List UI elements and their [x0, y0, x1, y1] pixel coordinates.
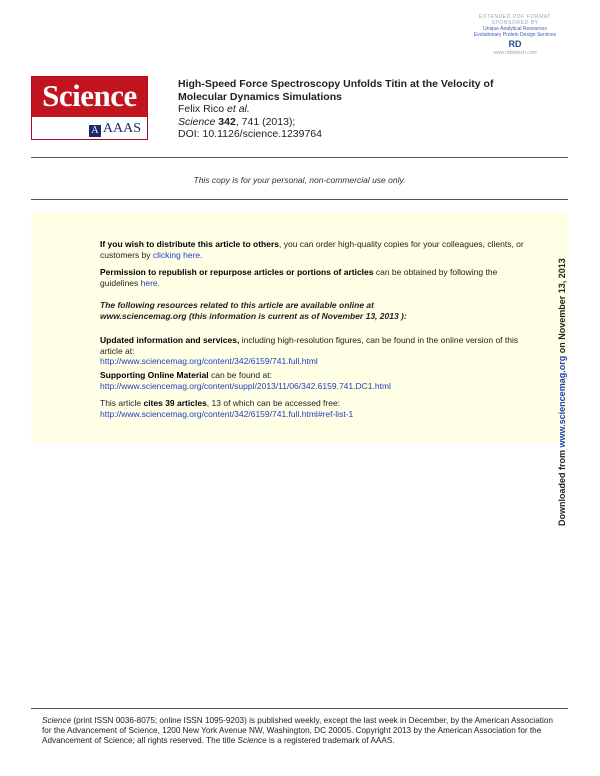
supporting-text: can be found at:: [208, 370, 272, 380]
info-box: [31, 212, 568, 442]
order-copies-link[interactable]: clicking here.: [152, 249, 203, 260]
permission-paragraph: [100, 267, 530, 288]
sponsor-line-4: Evolutionary Protein Design Services: [473, 32, 557, 38]
aaas-logo: [89, 121, 141, 137]
distribute-text: , you can order high-quality copies for your colleagues, clients, or customers by: [100, 239, 524, 260]
sponsor-block: [460, 14, 570, 56]
footer-divider: [31, 708, 568, 709]
updated-text: including high-resolution figures, can be found in the online version of this article at:: [100, 335, 519, 356]
article-authors: [178, 103, 578, 116]
sponsor-line-3: Unique Analytical Resources: [483, 26, 547, 32]
article-doi: DOI: 10.1126/science.1239764: [178, 128, 322, 140]
aaas-text: AAAS: [102, 121, 141, 136]
resources-line-2: www.sciencemag.org (this information is current as of November 13, 2013 ):: [100, 310, 407, 321]
article-header: [178, 78, 578, 141]
second-divider: [31, 199, 568, 200]
article-citation: [178, 116, 578, 129]
permission-heading: Permission to republish or repurpose articles or portions of articles: [100, 267, 374, 277]
footer-text-1: (print ISSN 0036-8075; online ISSN 1095-9203) is published weekly, except the last week in December, by the American Association for the Advancement of Science, 1200 New York Avenue NW, Washington, DC 20005. Copyright 2013 by the American Association for the Advancement of Science; all rights reserved. The title: [42, 716, 553, 745]
guidelines-link[interactable]: here.: [140, 277, 161, 288]
updated-paragraph: [100, 335, 530, 367]
sponsor-line-2: SPONSORED BY: [491, 20, 539, 26]
footer-journal: Science: [42, 716, 72, 725]
footer-notice: [42, 716, 562, 746]
sponsor-url[interactable]: www.rdbiotech.com: [493, 50, 537, 56]
download-stamp-link[interactable]: www.sciencemag.org: [557, 355, 567, 448]
download-stamp-pre: Downloaded from: [557, 447, 567, 526]
footer-journal-2: Science: [237, 736, 267, 745]
download-stamp-post: on November 13, 2013: [557, 258, 567, 356]
top-divider: [31, 157, 568, 158]
article-title-line-2: Molecular Dynamics Simulations: [178, 90, 342, 103]
cites-pre: This article: [100, 398, 144, 408]
science-logo: [31, 76, 148, 140]
download-stamp: [557, 258, 567, 526]
cites-paragraph: [100, 398, 530, 419]
cites-url-link[interactable]: http://www.sciencemag.org/content/342/6159/741.full.html#ref-list-1: [100, 408, 354, 419]
logo-wordmark: Science: [42, 78, 137, 113]
updated-heading: Updated information and services,: [100, 335, 240, 345]
cites-count: cites 39 articles: [143, 398, 207, 408]
aaas-mark-icon: A: [89, 125, 101, 137]
personal-use-notice: This copy is for your personal, non-commercial use only.: [193, 175, 406, 185]
supporting-heading: Supporting Online Material: [100, 370, 209, 380]
footer-text-2: is a registered trademark of AAAS.: [266, 736, 395, 745]
resources-line-1: The following resources related to this article are available online at: [100, 300, 374, 310]
updated-url-link[interactable]: http://www.sciencemag.org/content/342/6159/741.full.html: [100, 356, 318, 366]
resources-paragraph: [100, 300, 530, 321]
article-title-line-1: High-Speed Force Spectroscopy Unfolds Titin at the Velocity of: [178, 78, 494, 90]
citation-pages: , 741 (2013);: [235, 115, 296, 128]
cites-text: , 13 of which can be accessed free:: [206, 398, 341, 408]
permission-text: can be obtained by following the guidelines: [100, 267, 498, 288]
supporting-url-link[interactable]: http://www.sciencemag.org/content/suppl/2013/11/06/342.6159.741.DC1.html: [100, 380, 391, 391]
citation-volume: 342: [218, 115, 236, 128]
sponsor-brand-logo[interactable]: RD: [508, 39, 522, 49]
authors-etal: et al.: [227, 103, 250, 115]
sponsor-line-1: EXTENDED PDF FORMAT: [478, 14, 552, 20]
citation-journal: Science: [178, 115, 216, 128]
authors-name: Felix Rico: [178, 103, 228, 115]
distribute-heading: If you wish to distribute this article to others: [100, 239, 279, 249]
distribute-paragraph: [100, 239, 530, 260]
supporting-paragraph: [100, 370, 530, 391]
